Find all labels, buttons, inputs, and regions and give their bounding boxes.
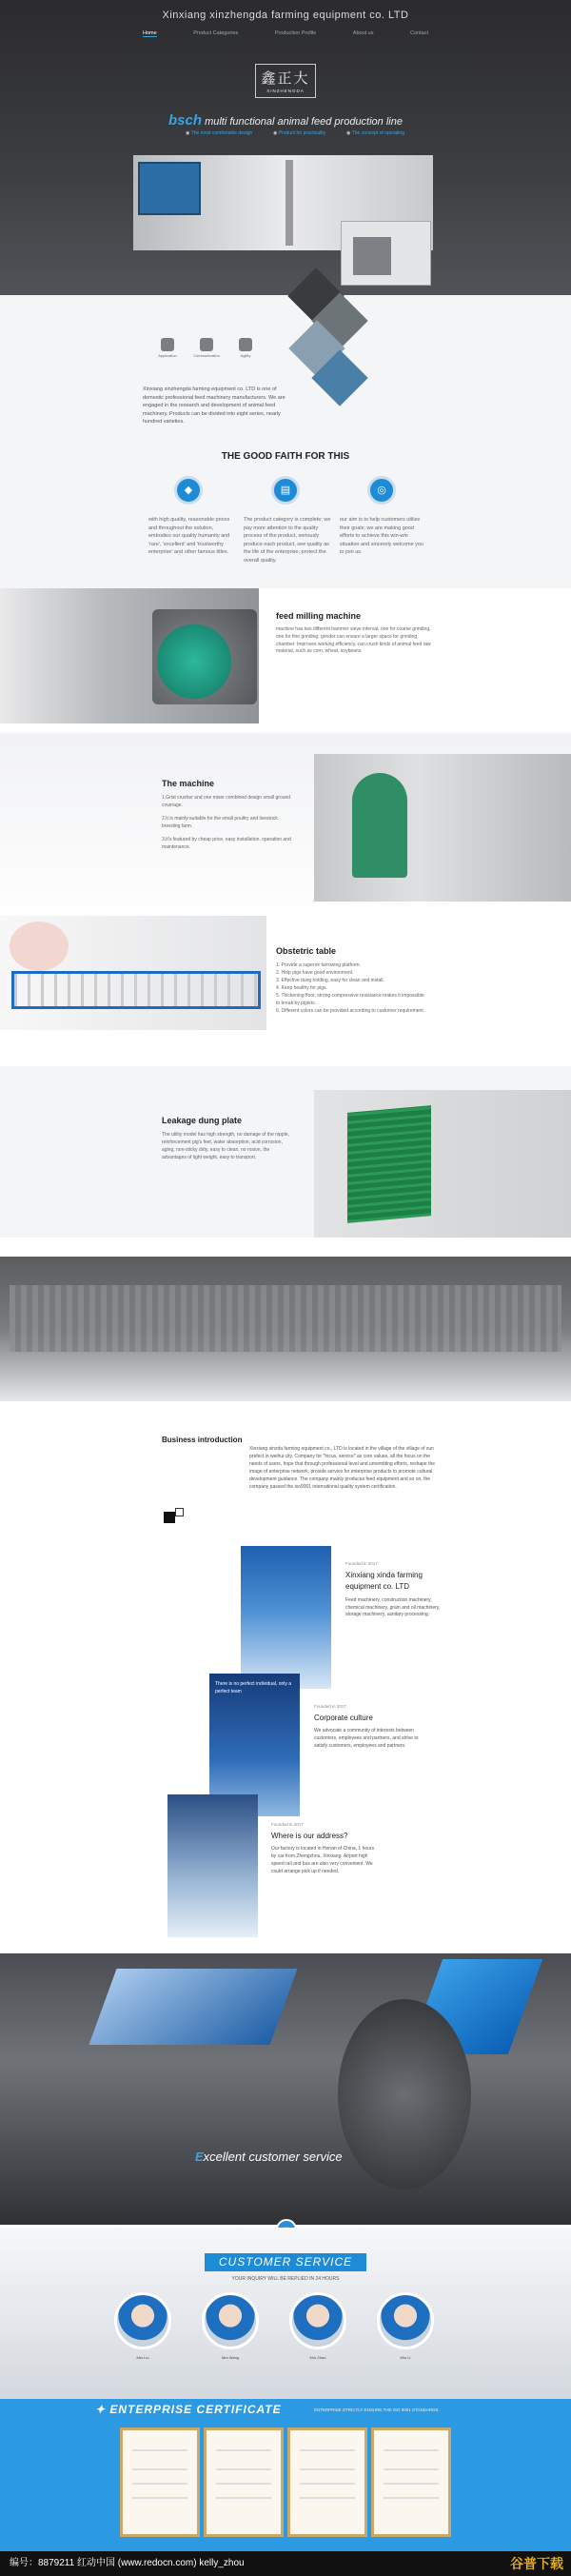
machine-title: The machine — [162, 779, 215, 788]
target-icon: ◎ — [367, 476, 396, 505]
faith-column-2: The product category is complete; we pay more attention to the quality process of the product, seriously produce each product, see quality as the life of the enterprise, protect the overall quality. — [244, 517, 331, 564]
avatar[interactable] — [202, 2292, 259, 2349]
obstetric-point-6: 6. Different colors can be provided according to customer requirement. — [276, 1008, 425, 1014]
crate-frame — [11, 971, 261, 1009]
hero-machine-photo — [138, 162, 201, 215]
hero-machine2-photo — [341, 221, 431, 286]
goodfaith-title: THE GOOD FAITH FOR THIS — [221, 451, 350, 462]
nav-products[interactable]: Product Categories — [193, 30, 239, 36]
machine-point-1: 1.Grist crusher and one mixer combined design small ground coverage. — [162, 795, 291, 808]
watermark: 谷普下载 — [510, 2556, 563, 2571]
logo-en: XINZHENGDA — [266, 89, 305, 93]
obstetric-point-4: 4. Keep healthy for pigs. — [276, 985, 327, 991]
mill-text: machine has two different hammer sieve interval, one for coarse grinding, one for fine grinding; grinder can ensure a larger space for grinding chamber. Improves working efficiency, can crush kinds of animal feed raw material, such as corn, wheat, soybeans. — [276, 626, 431, 655]
avatar[interactable] — [377, 2292, 434, 2349]
nav-home[interactable]: Home — [143, 30, 157, 36]
certificate-image[interactable] — [287, 2427, 367, 2537]
feature-3: ◉ The concept of operating — [346, 130, 404, 136]
handshake-icon — [200, 338, 213, 351]
customer-service-title: CUSTOMER SERVICE — [205, 2253, 366, 2271]
operator-photo — [338, 1999, 471, 2190]
agent-name: Mrs Zhao — [309, 2355, 326, 2360]
obstetric-title: Obstetric table — [276, 946, 337, 956]
faith-column-3: our aim is to help customers utilize their goals; we are making good efforts to achieve this win-win situation and sincerely welcome you to join us. — [340, 517, 424, 556]
barn-wall-photo — [10, 1285, 561, 1352]
machine-point-3: 3.It's featured by cheap price, easy installation, operation and maintenance. — [162, 837, 291, 850]
service-title: Excellent customer service — [195, 2150, 343, 2164]
leakage-title: Leakage dung plate — [162, 1116, 243, 1125]
obstetric-point-1: 1. Provide a superior farrowing platform. — [276, 962, 361, 968]
hero-features — [186, 130, 404, 136]
footer-text: 编号：8879211 红动中国 (www.redocn.com) kelly_zhou — [10, 2558, 245, 2568]
business-title: Business introduction — [162, 1436, 243, 1444]
certificate-title: ✦ ENTERPRISE CERTIFICATE — [95, 2403, 282, 2416]
certificate-section — [0, 2399, 571, 2551]
logo-cn: 鑫正大 — [261, 69, 310, 87]
machine-point-2: 2.It is mainly suitable for the small poultry and livestock breeding farm. — [162, 816, 278, 829]
obstetric-text — [276, 961, 428, 1015]
card-company: Founded in 2017 Xinxiang xinda farming equipment co. LTD Feed machinery, construction machinery, chemical machinery, grain and oil machinery, storage machinery, sanitary processing. — [345, 1561, 441, 1618]
agent-name: Mrs Liu — [136, 2355, 149, 2360]
avatar[interactable] — [289, 2292, 346, 2349]
card-address: Founded in 2017 Where is our address? Our factory is located in Henan of China, 1 hours by car from Zhengzhou, Xinxiang. Airport high speed rail and bus are also very convenient. We could arrange pick up if needed. — [271, 1822, 375, 1874]
pig-photo — [10, 921, 69, 971]
shield-icon: ◆ — [174, 476, 203, 505]
mixer-photo — [314, 754, 571, 902]
intro-text: Xinxiang xinzhengda farming equipment co. LTD is one of domestic professional feed machinery manufacturers. We are engaged in the research and development of animal feed machinery. Products can be divided into eight series, nearly hundred varieties. — [143, 386, 286, 426]
skyscraper-photo — [89, 1969, 297, 2045]
site-title: Xinxiang xinzhengda farming equipment co. LTD — [162, 10, 409, 21]
card-culture: Founded in 2017 Corporate culture We advocate a community of interests between customers, employees and partners, and strive to satisfy customers, employees and partners. — [314, 1704, 419, 1749]
intro-icons — [154, 338, 259, 358]
obstetric-point-5: 5. Thickening floor, strong compressive resistance makes it impossible to break by piglets. — [276, 993, 424, 1006]
phone-icon — [239, 338, 252, 351]
customer-service-subtitle: YOUR INQUIRY WILL BE REPLIED IN 24 HOURS — [231, 2276, 340, 2282]
avatar[interactable] — [114, 2292, 171, 2349]
nav-production[interactable]: Production Profile — [274, 30, 317, 36]
team-photo-caption: There is no perfect individual, only a perfect team — [215, 1681, 292, 1694]
certificate-image[interactable] — [120, 2427, 200, 2537]
document-icon: ▤ — [271, 476, 300, 505]
agent-name: Mrs Wang — [221, 2355, 240, 2360]
obstetric-point-2: 2. Help pigs have good environment. — [276, 970, 354, 976]
hero-section — [0, 0, 571, 295]
certificate-image[interactable] — [204, 2427, 284, 2537]
nav-contact[interactable]: Contact — [410, 30, 428, 36]
intro-icon-application: Application — [154, 338, 181, 358]
certificate-image[interactable] — [371, 2427, 451, 2537]
intro-icon-agility: Agility — [232, 338, 259, 358]
nav-about[interactable]: About us — [352, 30, 374, 36]
deco-square-outline — [175, 1508, 184, 1516]
business-text: Xinxiang xinzda farming equipment co., LTD is located in the village of the village of sun prefect in weihui city. Company for "focus, service" as core values, all the focus on the needs of users, hope that through professional level and unremitting efforts, reshape the image of enterprise network, provide service for enterprise products to promote cultural development guidance. The company mainly produces feed equipment and so on, the company passed the iso9001 international quality system certification. — [249, 1446, 436, 1490]
deco-square-black — [164, 1512, 175, 1523]
footer — [0, 2551, 571, 2576]
tagline-rest: multi functional animal feed production line — [202, 116, 403, 128]
people-icon — [161, 338, 174, 351]
tagline-brand: bsch — [168, 112, 203, 129]
agent-name: Mrs Li — [400, 2355, 411, 2360]
feature-1: ◉ The most comfortable design — [186, 130, 252, 136]
certificate-subtitle: ENTERPRISE STRICTLY ENSURE THE ISO 9001 STANDARDS — [314, 2408, 439, 2412]
feature-2: ◉ Product for practicality — [273, 130, 325, 136]
machine-text — [162, 794, 297, 851]
obstetric-point-3: 3. Effective dung holding, easy for clean and install. — [276, 978, 384, 983]
hero-tagline — [0, 112, 571, 129]
sky-photo — [167, 1794, 258, 1937]
intro-icon-communication: Communication — [193, 338, 220, 358]
leakage-text: The utility model has high strength, no damage of the nipple, reinforcement pig's feet, water absorption, acid corrosion, aging, non-sticky dirty, easy to clean, no rosion, the advantages of light weight, easy to transport. — [162, 1132, 289, 1160]
faith-column-1: with high quality, reasonable prices and throughout the solution, embodies our quality humanity and 'rare', 'excellent' and 'trustworthy enterprise' and other famous titles. — [148, 517, 230, 556]
main-nav — [143, 30, 428, 37]
mill-title: feed milling machine — [276, 611, 362, 621]
building-photo — [241, 1546, 331, 1689]
logo[interactable] — [255, 64, 316, 98]
green-plate — [347, 1105, 431, 1223]
mill-machine-photo — [152, 609, 257, 704]
